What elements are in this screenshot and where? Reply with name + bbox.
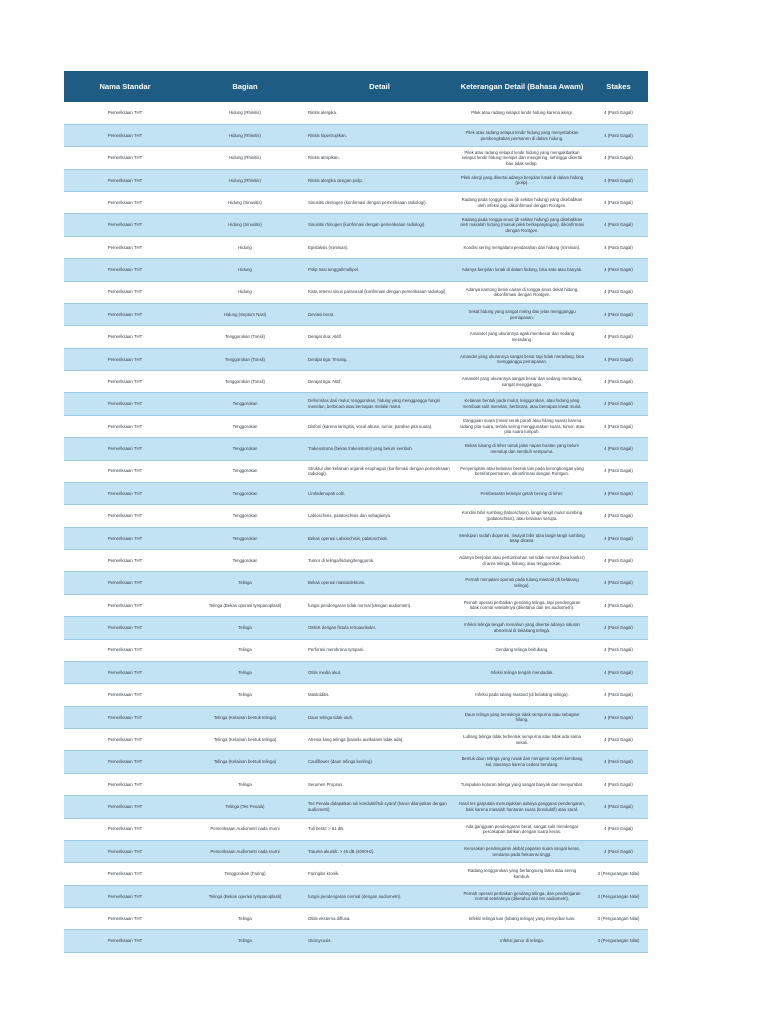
cell-nama-standar: Pemeriksaan THT (107, 289, 143, 295)
cell-keterangan: Kondisi sering mengalami pendarahan dari hidung (mimisan). (463, 244, 581, 250)
cell-detail: Rinitis alergika dengan polip. (308, 177, 363, 183)
table-row (64, 259, 648, 281)
cell-keterangan: Pernah operasi perbaikan gendang telinga, tapi pendengaran tidak normal setelahnya (diketahui dari tes audiometri). (463, 599, 581, 611)
cell-keterangan: Amandel yang ukurannya sangat besar dan sedang meradang, sangat mengganggu. (461, 376, 583, 387)
cell-stakes: 3 (Pengurangan Nilai) (597, 915, 640, 921)
cell-bagian: Tenggorokan (Tonsil) (225, 378, 265, 384)
cell-bagian: Telinga (Kelainan bentuk telinga) (213, 759, 277, 765)
cell-bagian: Hidung (Sinusitis) (228, 222, 262, 228)
cell-stakes: 4 (Pasti Gagal) (604, 446, 633, 452)
cell-bagian: Tenggorokan (232, 490, 258, 496)
table-row (64, 572, 648, 594)
cell-stakes: 4 (Pasti Gagal) (604, 535, 633, 541)
cell-bagian: Telinga (238, 625, 252, 631)
cell-detail: Rinitis hipertropikan. (308, 132, 347, 138)
cell-bagian: Hidung (Rhinitis) (229, 155, 261, 161)
cell-bagian: Hidung (238, 244, 252, 250)
cell-detail: Otomycosis. (308, 938, 332, 944)
cell-detail: Rinitis atropikan. (308, 155, 340, 161)
cell-bagian: Telinga (Kelainan bentuk telinga) (213, 736, 277, 742)
cell-detail: Bekas operasi Labioschisis, palatoschisis. (308, 535, 389, 541)
cell-bagian: Hidung (238, 267, 252, 273)
cell-stakes: 4 (Pasti Gagal) (604, 490, 633, 496)
cell-detail: Disfoni (karena laringitis, vocal abuse, tumor, paralise pita suara). (308, 423, 433, 429)
cell-bagian: Telinga (238, 781, 252, 787)
cell-detail: Labioschisis, palatoschisis dan sebagainya. (308, 513, 392, 519)
table-row (64, 393, 648, 415)
cell-stakes: 4 (Pasti Gagal) (604, 222, 633, 228)
table-row (64, 550, 648, 572)
header-detail: Detail (369, 82, 390, 91)
cell-keterangan: Infeksi telinga tengah menahun yang disertai adanya saluran abnormal di belakang telinga. (464, 622, 580, 633)
cell-stakes: 4 (Pasti Gagal) (604, 714, 633, 720)
cell-detail: Deformitas dari mulut, tenggorokan, hidung yang mengganggu fungsi menelan, berbicara atau bernapas melalui mulut. (308, 398, 440, 410)
table-row (64, 371, 648, 393)
cell-nama-standar: Pemeriksaan THT (107, 736, 143, 742)
cell-keterangan: Kelainan bentuk pada mulut, tenggorokan, atau hidung yang membuat sulit menelan, berbicara, atau bernapas lewat mulut. (462, 398, 582, 410)
cell-stakes: 4 (Pasti Gagal) (604, 826, 633, 832)
header-row (64, 71, 648, 102)
cell-bagian: Telinga (238, 669, 252, 675)
cell-bagian: Telinga (238, 647, 252, 653)
cell-stakes: 4 (Pasti Gagal) (604, 267, 633, 273)
table-row (64, 192, 648, 214)
cell-bagian: Tenggorokan (232, 446, 258, 452)
cell-bagian: Tenggorokan (Tonsil) (225, 356, 265, 362)
cell-stakes: 4 (Pasti Gagal) (604, 669, 633, 675)
cell-nama-standar: Pemeriksaan THT (107, 446, 143, 452)
cell-stakes: 3 (Pengurangan Nilai) (597, 938, 640, 944)
cell-detail: Tes Penala didapatkan tuli konduktif/tuli syaraf (harus dilanjutkan dengan audiometri). (308, 801, 447, 812)
cell-keterangan: Adanya benjolan lunak di dalam hidung, bisa satu atau banyak. (461, 267, 583, 273)
cell-keterangan: Kerusakan pendengaran akibat paparan suara sangat keras, terutama pada frekuensi tinggi. (464, 845, 580, 857)
cell-keterangan: Ada gangguan pendengaran berat, sangat sulit mendengar percakapan bahkan dengan suara keras. (465, 823, 579, 835)
cell-nama-standar: Pemeriksaan THT (107, 871, 143, 877)
table-row (64, 214, 648, 236)
cell-nama-standar: Pemeriksaan THT (107, 692, 143, 698)
cell-keterangan: Amandel yang ukurannya sangat besar tapi tidak meradang, bisa mengganggu pernapasan. (460, 353, 584, 365)
cell-detail: Sinusitis dentogen (konfirmasi dengan pemeriksaan radiologi). (308, 199, 427, 205)
cell-nama-standar: Pemeriksaan THT (107, 155, 143, 161)
cell-keterangan: Amandel yang ukurannya agak membesar dan sedang meradang. (469, 331, 575, 342)
header-keterangan: Keterangan Detail (Bahasa Awam) (460, 82, 584, 91)
cell-bagian: Telinga (Tes Penala) (225, 804, 265, 810)
cell-detail: Cauliflower (daun telinga keriting). (308, 759, 373, 765)
cell-keterangan: Infeksi telinga tengah mendadak. (490, 669, 554, 675)
cell-nama-standar: Pemeriksaan THT (107, 378, 143, 384)
table-row (64, 415, 648, 437)
cell-nama-standar: Pemeriksaan THT (107, 267, 143, 273)
cell-stakes: 4 (Pasti Gagal) (604, 848, 633, 854)
cell-keterangan: Radang pada rongga sinus (di sekitar hidung) yang disebabkan oleh masalah hidung (masuk pilek berkepanjangan), dikonfirmasi dengan Rontgen. (460, 216, 584, 233)
cell-detail: Otitis media akut. (308, 669, 342, 675)
cell-nama-standar: Pemeriksaan THT (107, 423, 143, 429)
cell-bagian: Hidung (Sinusitis) (228, 199, 262, 205)
requirements-table (64, 71, 648, 953)
cell-detail: Perforasi membrana tympani. (308, 647, 365, 653)
cell-stakes: 3 (Pengurangan Nilai) (597, 871, 640, 877)
cell-bagian: Tenggorokan (232, 513, 258, 519)
cell-keterangan: Penyempitan atau kelainan bentuk lain pada kerongkongan yang bersifat permanen, dikonfirmasi dengan Rontgen. (460, 465, 584, 477)
cell-keterangan: Kondisi bibir sumbing (labioschisis), langit-langit mulut sumbing (palatoschisis), atau kelainan serupa. (461, 510, 583, 521)
cell-keterangan: Bekas lubang di leher untuk jalan napas buatan yang belum menutup dan sembuh sempurna. (465, 443, 579, 454)
cell-stakes: 4 (Pasti Gagal) (604, 155, 633, 161)
cell-nama-standar: Pemeriksaan THT (107, 401, 143, 407)
cell-detail: Struktur dan kelainan organik esophagus (konfirmasi dengan pemeriksaan radiologi). (308, 465, 450, 477)
table-row (64, 840, 648, 862)
cell-stakes: 4 (Pasti Gagal) (604, 468, 633, 474)
cell-keterangan: Adanya benjolan atau pertumbuhan sel tidak normal (bisa kanker) di area telinga, hidung, atau tenggorokan. (459, 555, 585, 566)
cell-nama-standar: Pemeriksaan THT (107, 490, 143, 496)
cell-nama-standar: Pemeriksaan THT (107, 132, 143, 138)
table-row (64, 818, 648, 840)
cell-keterangan: Infeksi pada tulang mastoid (di belakang telinga). (475, 692, 569, 698)
cell-nama-standar: Pemeriksaan THT (107, 244, 143, 250)
cell-nama-standar: Pemeriksaan THT (107, 535, 143, 541)
cell-nama-standar: Pemeriksaan THT (107, 714, 143, 720)
cell-stakes: 4 (Pasti Gagal) (604, 289, 633, 295)
cell-stakes: 4 (Pasti Gagal) (604, 759, 633, 765)
table-row (64, 102, 648, 124)
cell-detail: Deviasi berat. (308, 311, 335, 317)
cell-bagian: Pemeriksaan Audiometri nada murni (210, 848, 280, 854)
table-row (64, 348, 648, 370)
cell-keterangan: Gangguan suara (misal serak parah atau hilang suara) karena radang pita suara, terlalu sering menggunakan suara, tumor, atau pita suara lumpuh. (459, 418, 585, 435)
requirements-table-container (64, 71, 648, 953)
table-row (64, 729, 648, 751)
header-stakes: Stakes (606, 82, 631, 91)
cell-keterangan: Pernah menjalani operasi pada tulang mastoid (di belakang telinga). (465, 577, 579, 589)
cell-stakes: 4 (Pasti Gagal) (604, 334, 633, 340)
cell-bagian: Telinga (238, 938, 252, 944)
cell-keterangan: Pembesaran kelenjar getah bening di leher. (480, 490, 564, 496)
cell-detail: Atresia liang telinga (kanalis aurikularis tidak ada). (308, 736, 404, 742)
cell-nama-standar: Pemeriksaan THT (107, 602, 143, 608)
table-row (64, 527, 648, 549)
cell-nama-standar: Pemeriksaan THT (107, 110, 143, 116)
cell-nama-standar: Pemeriksaan THT (107, 356, 143, 362)
cell-detail: Derajat tiga: Tenang. (308, 356, 348, 362)
header-nama-standar: Nama Standar (99, 82, 151, 91)
cell-keterangan: Gendang telinga berlubang. (495, 647, 549, 653)
cell-keterangan: Infeksi jamur di telinga. (500, 938, 544, 944)
cell-detail: Tumor di telinga/hidung/tenggorok. (308, 557, 375, 563)
cell-nama-standar: Pemeriksaan THT (107, 938, 143, 944)
cell-stakes: 4 (Pasti Gagal) (604, 513, 633, 519)
table-row (64, 505, 648, 527)
cell-stakes: 4 (Pasti Gagal) (604, 356, 633, 362)
cell-detail: Bekas operasi mastoidektomi. (308, 580, 366, 586)
cell-bagian: Pemeriksaan Audiometri nada murni (210, 826, 280, 832)
cell-nama-standar: Pemeriksaan THT (107, 177, 143, 183)
cell-nama-standar: Pemeriksaan THT (107, 669, 143, 675)
cell-nama-standar: Pemeriksaan THT (107, 625, 143, 631)
table-row (64, 124, 648, 146)
cell-stakes: 4 (Pasti Gagal) (604, 401, 633, 407)
cell-nama-standar: Pemeriksaan THT (107, 848, 143, 854)
cell-detail: Sinusitis rhinogen (konfirmasi dengan pemeriksaan radiologi). (308, 222, 426, 228)
table-row (64, 930, 648, 952)
cell-stakes: 4 (Pasti Gagal) (604, 110, 633, 116)
cell-stakes: 4 (Pasti Gagal) (604, 736, 633, 742)
cell-bagian: Hidung (Rhinitis) (229, 177, 261, 183)
table-row (64, 796, 648, 818)
cell-keterangan: Pilek atau radang selaput lendir hidung yang menyebabkan pembengkakan permanen di dalam hidung. (465, 129, 579, 141)
table-row (64, 661, 648, 683)
cell-bagian: Telinga (Bekas operasi tympanoplasti) (208, 602, 282, 608)
cell-stakes: 4 (Pasti Gagal) (604, 378, 633, 384)
cell-detail: Tuli berat: > 61 dB. (308, 826, 345, 832)
cell-bagian: Hidung (Rhinitis) (229, 110, 261, 116)
cell-detail: Epistaksis (mimisan). (308, 244, 349, 250)
cell-detail: Polip nasi tunggal/multipel. (308, 267, 360, 273)
table-row (64, 438, 648, 460)
cell-bagian: Hidung (Septum Nasi) (223, 311, 267, 317)
cell-bagian: Telinga (238, 692, 252, 698)
table-row (64, 751, 648, 773)
cell-detail: Serumen Propsus. (308, 781, 344, 787)
cell-keterangan: Pilek alergi yang disertai adanya benjolan lunak di dalam hidung (polip). (460, 174, 584, 186)
cell-bagian: Telinga (238, 580, 252, 586)
cell-keterangan: Lubang telinga tidak terbentuk sempurna atau tidak ada sama sekali. (463, 734, 581, 745)
table-row (64, 617, 648, 639)
cell-stakes: 4 (Pasti Gagal) (604, 557, 633, 563)
table-row (64, 885, 648, 907)
cell-stakes: 4 (Pasti Gagal) (604, 804, 633, 810)
cell-nama-standar: Pemeriksaan THT (107, 826, 143, 832)
cell-keterangan: Hasil tes garputala menunjukkan adanya gangguan pendengaran, baik karena masalah hantaran suara (konduktif) atau saraf. (459, 801, 585, 812)
cell-stakes: 4 (Pasti Gagal) (604, 244, 633, 250)
cell-keterangan: Daun telinga yang bentuknya tidak sempurna atau sebagian hilang. (464, 711, 580, 723)
cell-bagian: Telinga (Bekas operasi tympanoplasti) (208, 893, 282, 899)
cell-nama-standar: Pemeriksaan THT (107, 199, 143, 205)
table-row (64, 281, 648, 303)
table-body (64, 102, 648, 952)
table-row (64, 908, 648, 930)
cell-stakes: 4 (Pasti Gagal) (604, 311, 633, 317)
cell-nama-standar: Pemeriksaan THT (107, 893, 143, 899)
table-row (64, 326, 648, 348)
cell-detail: Trauma akustik: > 45 dB (4000Hz). (308, 848, 375, 854)
cell-stakes: 4 (Pasti Gagal) (604, 580, 633, 586)
cell-nama-standar: Pemeriksaan THT (107, 557, 143, 563)
cell-keterangan: Adanya kantong berisi cairan di rongga sinus dekat hidung, dikonfirmasi dengan Rontgen. (465, 286, 579, 298)
cell-nama-standar: Pemeriksaan THT (107, 222, 143, 228)
cell-bagian: Hidung (Rhinitis) (229, 132, 261, 138)
header-bagian: Bagian (232, 82, 258, 91)
cell-nama-standar: Pemeriksaan THT (107, 759, 143, 765)
cell-nama-standar: Pemeriksaan THT (107, 334, 143, 340)
cell-keterangan: Tumpukan kotoran telinga yang sangat banyak dan menyumbat. (460, 781, 584, 787)
table-row (64, 460, 648, 482)
cell-keterangan: Infeksi telinga luar (lubang telinga) yang menyebar luas. (468, 915, 576, 921)
cell-bagian: Hidung (238, 289, 252, 295)
cell-detail: Daun telinga tidak utuh. (308, 714, 354, 720)
cell-nama-standar: Pemeriksaan THT (107, 781, 143, 787)
table-row (64, 147, 648, 169)
cell-bagian: Tenggorokan (232, 468, 258, 474)
cell-keterangan: Radang tenggorokan yang berlangsung lama atau sering kambuh. (467, 868, 577, 879)
cell-detail: Faringitis kronik. (308, 871, 340, 877)
cell-stakes: 4 (Pasti Gagal) (604, 132, 633, 138)
cell-bagian: Tenggorokan (232, 401, 258, 407)
cell-detail: Limfadenopati colli. (308, 490, 345, 496)
cell-nama-standar: Pemeriksaan THT (107, 804, 143, 810)
cell-stakes: 4 (Pasti Gagal) (604, 177, 633, 183)
cell-detail: fungsi pendengaran normal (dengan audiometri). (308, 893, 402, 899)
table-row (64, 594, 648, 616)
cell-detail: OMSK dengan fistula retroaurikuler. (308, 625, 377, 631)
cell-keterangan: Pernah operasi perbaikan gendang telinga, dan pendengaran normal setelahnya (diketahui dari tes audiometri). (463, 890, 581, 902)
cell-keterangan: Sekat hidung yang sangat miring dan jelas mengganggu pernapasan. (468, 308, 576, 320)
cell-detail: fungsi pendengaran tidak normal (dengan audiometri). (308, 602, 412, 608)
cell-nama-standar: Pemeriksaan THT (107, 580, 143, 586)
cell-detail: Otitis eksterna diffusa. (308, 915, 351, 921)
cell-nama-standar: Pemeriksaan THT (107, 311, 143, 317)
cell-bagian: Tenggorokan (232, 423, 258, 429)
cell-nama-standar: Pemeriksaan THT (107, 468, 143, 474)
cell-detail: Derajat tiga: Aktif. (308, 378, 342, 384)
cell-stakes: 4 (Pasti Gagal) (604, 625, 633, 631)
cell-bagian: Tenggorokan (Faring) (224, 871, 266, 877)
cell-stakes: 4 (Pasti Gagal) (604, 781, 633, 787)
table-row (64, 639, 648, 661)
cell-nama-standar: Pemeriksaan THT (107, 915, 143, 921)
cell-detail: Kista retensi sinus paranasal (konfirmasi dengan pemeriksaan radiologi). (308, 289, 447, 295)
cell-keterangan: Pilek atau radang selaput lendir hidung yang mengakibatkan selaput lendir hidung menipis dan mengering, sehingga disertai bau tidak sedap. (461, 149, 583, 166)
cell-keterangan: Meskipun sudah dioperasi, riwayat bibir atau langit-langit sumbing tetap dicatat. (459, 532, 585, 544)
table-row (64, 863, 648, 885)
cell-keterangan: Radang pada rongga sinus (di sekitar hidung) yang disebabkan oleh infeksi gigi, dikonfirmasi dengan Rontgen. (461, 197, 583, 208)
cell-stakes: 4 (Pasti Gagal) (604, 423, 633, 429)
cell-bagian: Tenggorokan (232, 535, 258, 541)
cell-bagian: Telinga (Kelainan bentuk telinga) (213, 714, 277, 720)
cell-stakes: 4 (Pasti Gagal) (604, 602, 633, 608)
table-row (64, 706, 648, 728)
cell-keterangan: Bentuk daun telinga yang rusak dan mengerut seperti kembang kol, biasanya karena cedera berulang. (461, 756, 583, 768)
cell-bagian: Tenggorokan (Tonsil) (225, 334, 265, 340)
cell-bagian: Telinga (238, 915, 252, 921)
cell-bagian: Tenggorokan (232, 557, 258, 563)
table-row (64, 773, 648, 795)
cell-stakes: 4 (Pasti Gagal) (604, 199, 633, 205)
cell-nama-standar: Pemeriksaan THT (107, 513, 143, 519)
table-row (64, 236, 648, 258)
table-row (64, 684, 648, 706)
cell-detail: Derajat dua: Aktif. (308, 334, 342, 340)
cell-detail: Trakeostoma (bekas trakeostomi) yang belum sembuh. (308, 446, 413, 452)
table-row (64, 482, 648, 504)
table-row (64, 303, 648, 325)
table-row (64, 169, 648, 191)
cell-stakes: 4 (Pasti Gagal) (604, 647, 633, 653)
cell-nama-standar: Pemeriksaan THT (107, 647, 143, 653)
table-header (64, 71, 648, 102)
cell-detail: Mastoiditis. (308, 692, 330, 698)
cell-stakes: 3 (Pengurangan Nilai) (597, 893, 640, 899)
cell-detail: Rinitis alergika. (308, 110, 338, 116)
cell-stakes: 4 (Pasti Gagal) (604, 692, 633, 698)
cell-keterangan: Pilek atau radang selaput lendir hidung karena alergi. (471, 110, 573, 116)
